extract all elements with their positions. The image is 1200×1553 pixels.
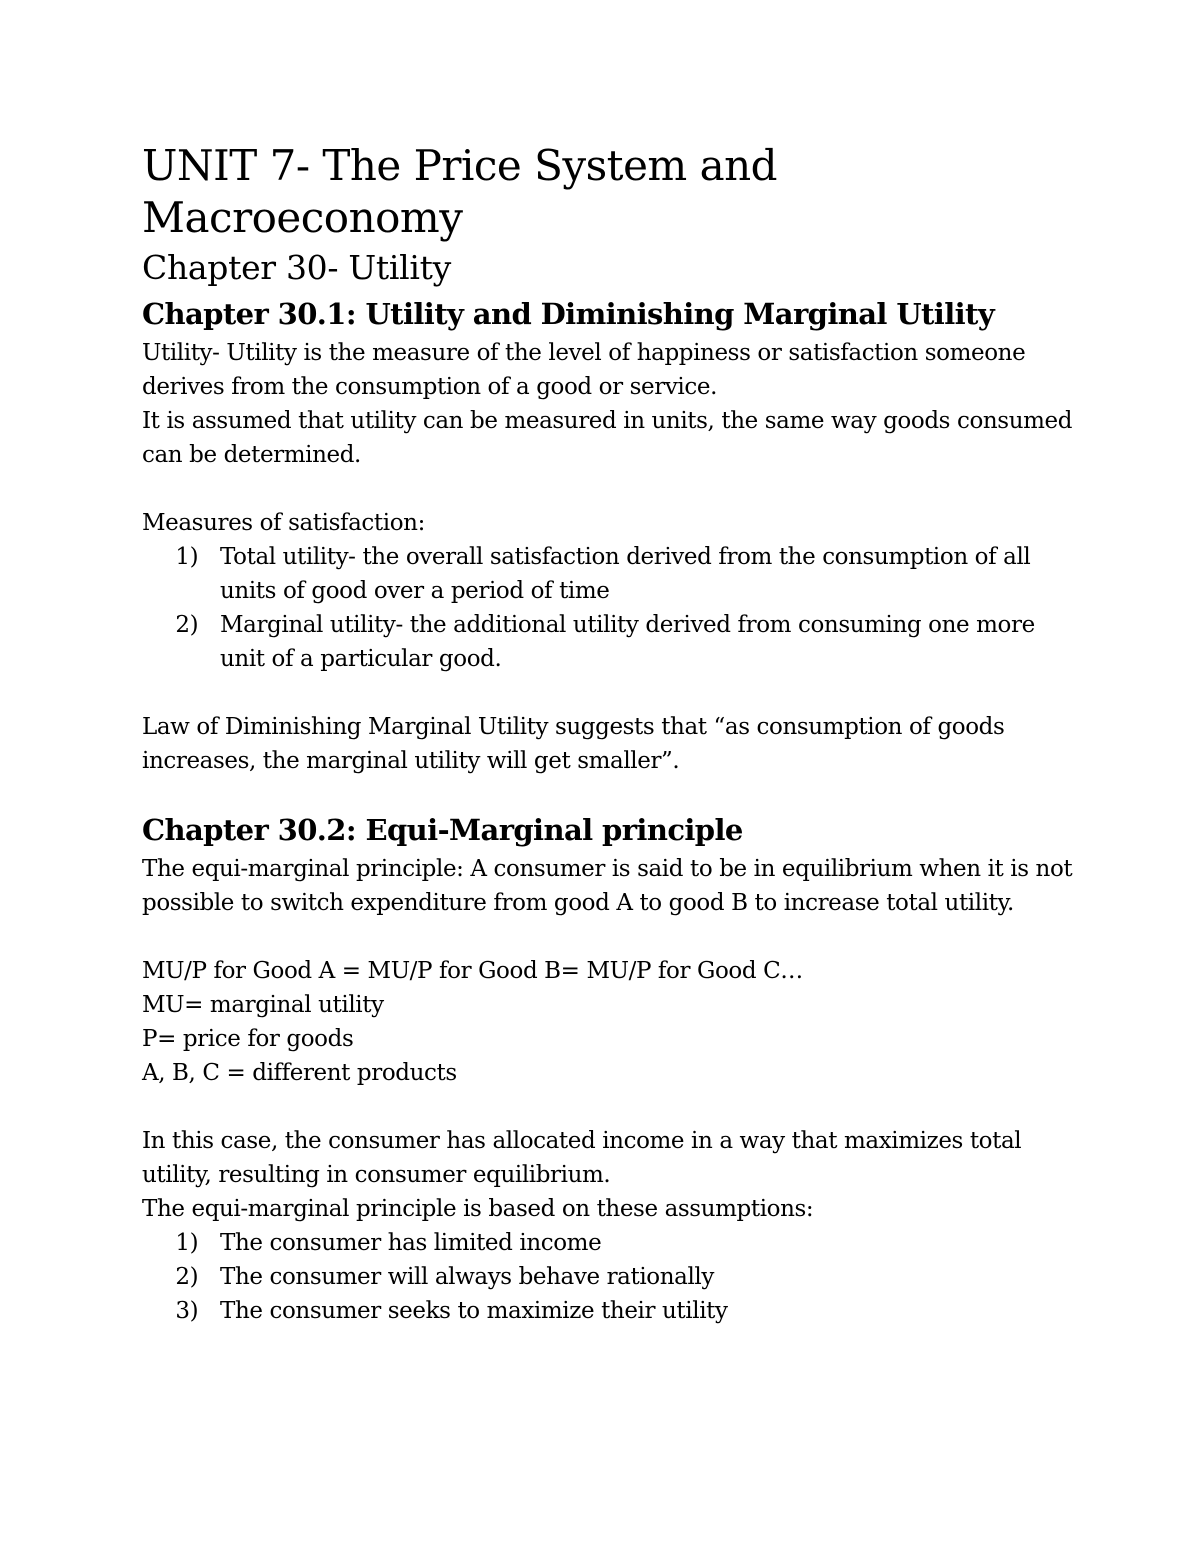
equilibrium-conclusion: In this case, the consumer has allocated income in a way that maximizes total utility, resulting in consumer equilibrium. — [142, 1128, 1022, 1188]
spacer — [142, 1090, 1082, 1124]
measures-list — [142, 540, 1082, 676]
law-of-diminishing-marginal-utility: Law of Diminishing Marginal Utility suggests that “as consumption of goods increases, the marginal utility will get smaller”. — [142, 714, 1005, 774]
unit-title: UNIT 7- The Price System and Macroeconomy — [142, 141, 778, 242]
formula-legend-abc: A, B, C = different products — [142, 1060, 457, 1086]
list-item: 1. The consumer has limited income — [212, 1226, 1082, 1260]
assumptions-intro: The equi-marginal principle is based on these assumptions: — [142, 1196, 814, 1222]
list-item: 2. Marginal utility- the additional utility derived from consuming one more unit of a particular good. — [212, 608, 1082, 676]
formula: MU/P for Good A = MU/P for Good B= MU/P for Good C… — [142, 958, 803, 984]
document-page — [142, 140, 1082, 1328]
spacer — [142, 920, 1082, 954]
assumptions-list — [142, 1226, 1082, 1328]
utility-assumption: It is assumed that utility can be measured in units, the same way goods consumed can be determined. — [142, 408, 1073, 468]
measures-intro: Measures of satisfaction: — [142, 510, 425, 536]
list-item: 3. The consumer seeks to maximize their utility — [212, 1294, 1082, 1328]
spacer — [142, 676, 1082, 710]
formula-legend-p: P= price for goods — [142, 1026, 354, 1052]
utility-definition: Utility- Utility is the measure of the level of happiness or satisfaction someone derives from the consumption of a good or service. — [142, 340, 1026, 400]
spacer — [142, 472, 1082, 506]
list-item: 1. Total utility- the overall satisfaction derived from the consumption of all units of good over a period of time — [212, 540, 1082, 608]
chapter-title: Chapter 30- Utility — [142, 248, 451, 287]
list-item: 2. The consumer will always behave rationally — [212, 1260, 1082, 1294]
section-heading-30-2: Chapter 30.2: Equi-Marginal principle — [142, 813, 743, 847]
equi-marginal-definition: The equi-marginal principle: A consumer is said to be in equilibrium when it is not possible to switch expenditure from good A to good B to increase total utility. — [142, 856, 1073, 916]
formula-legend-mu: MU= marginal utility — [142, 992, 384, 1018]
section-heading-30-1: Chapter 30.1: Utility and Diminishing Marginal Utility — [142, 297, 995, 331]
